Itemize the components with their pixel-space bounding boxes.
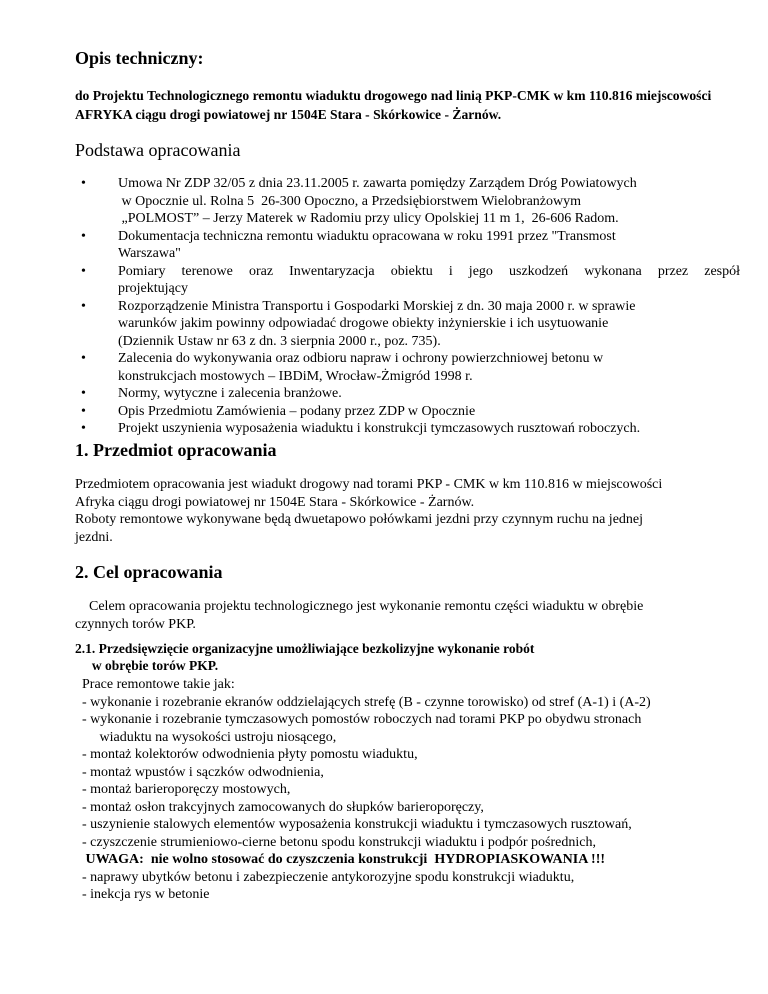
list-item: - inekcja rys w betonie [75,887,210,902]
section21-body [75,676,651,904]
list-item: - uszynienie stalowych elementów wyposażenia konstrukcji wiaduktu i tymczasowych rusztowań, [75,817,632,832]
paragraph-line: Roboty remontowe wykonywane będą dwuetapowo połówkami jezdni przy czynnym ruchu na jednej [75,512,644,527]
section2-body [75,598,643,633]
bullet-icon: • [81,403,86,419]
list-item: - czyszczenie strumieniowo-cierne betonu spodu konstrukcji wiaduktu i podpór pośrednich, [75,834,596,850]
list-item: - wykonanie i rozebranie tymczasowych pomostów roboczych nad torami PKP po obydwu stronach [75,712,642,727]
paragraph-line: Afryka ciągu drogi powiatowej nr 1504E Stara - Skórkowice - Żarnów. [75,494,475,510]
list-item: - naprawy ubytków betonu i zabezpieczenie antykorozyjne spodu konstrukcji wiaduktu, [75,869,575,885]
list-item: • Umowa Nr ZDP 32/05 z dnia 23.11.2005 r. zawarta pomiędzy Zarządem Dróg Powiatowych w Opocznie ul. Rolna 5 26-300 Opoczno, a Przedsiębiorstwem Wielobranżowym „POLMOST” – Jerzy Materek w Radomiu przy ulicy Opolskiej 11 m 1, 26-606 Radom. [81,176,637,226]
bullet-icon: • [81,421,86,436]
list-item: - wykonanie i rozebranie ekranów oddzielających strefę (B - czynne torowisko) od stref (A-1) i (A-2) [75,694,651,710]
paragraph-line: Prace remontowe takie jak: [75,677,235,692]
podstawa-list [75,175,740,438]
paragraph-line: Celem opracowania projektu technologicznego jest wykonanie remontu części wiaduktu w obrębie [75,599,644,614]
list-item: • Rozporządzenie Ministra Transportu i Gospodarki Morskiej z dn. 30 maja 2000 r. w sprawie warunków jakim powinny odpowiadać drogowe obiekty inżynierskie i ich usytuowanie (Dziennik Ustaw nr 63 z dn. 3 sierpnia 2000 r., poz. 735). [81,298,636,349]
list-item: - montaż kolektorów odwodnienia płyty pomostu wiaduktu, [75,747,418,762]
bullet-icon: • [81,298,86,314]
bullet-icon: • [81,263,86,279]
podstawa-heading: Podstawa opracowania [75,140,241,160]
bullet-icon: • [81,228,86,244]
bullet-icon: • [81,176,86,191]
section1-body [75,476,662,546]
section21-heading: 2.1. Przedsięwzięcie organizacyjne umożliwiające bezkolizyjne wykonanie robót w obrębie torów PKP. [75,641,535,673]
warning-note: UWAGA: nie wolno stosować do czyszczenia konstrukcji HYDROPIASKOWANIA !!! [75,852,606,867]
list-item: wiaduktu na wysokości ustroju niosącego, [75,729,337,745]
list-item: • Opis Przedmiotu Zamówienia – podany przez ZDP w Opocznie [81,403,476,419]
paragraph-line: Przedmiotem opracowania jest wiadukt drogowy nad torami PKP - CMK w km 110.816 w miejscowości [75,477,663,492]
document-title: Opis techniczny: [75,48,204,68]
list-item: - montaż wpustów i sączków odwodnienia, [75,764,324,780]
list-item: - montaż barieroporęczy mostowych, [75,782,291,797]
list-item: • Projekt uszynienia wyposażenia wiaduktu i konstrukcji tymczasowych rusztowań roboczych. [81,421,641,436]
list-item: • Zalecenia do wykonywania oraz odbioru napraw i ochrony powierzchniowej betonu w konstrukcjach mostowych – IBDiM, Wrocław-Żmigród 1998 r. [81,351,604,384]
list-item: • Dokumentacja techniczna remontu wiaduktu opracowana w roku 1991 przez "Transmost Warszawa" [81,228,616,261]
bullet-icon: • [81,351,86,366]
paragraph-line: jezdni. [75,529,113,545]
list-item: • Pomiary terenowe oraz Inwentaryzacja obiektu i jego uszkodzeń wykonana przez zespół projektujący [81,263,740,296]
paragraph-line: czynnych torów PKP. [75,616,196,632]
bullet-icon: • [81,386,86,401]
list-item: • Normy, wytyczne i zalecenia branżowe. [81,386,342,401]
document-subtitle: do Projektu Technologicznego remontu wiaduktu drogowego nad linią PKP-CMK w km 110.816 miejscowości AFRYKA ciągu drogi powiatowej nr 1504E Stara - Skórkowice - Żarnów. [75,88,712,122]
section1-heading: 1. Przedmiot opracowania [75,440,277,460]
section2-heading: 2. Cel opracowania [75,562,223,582]
list-item: - montaż osłon trakcyjnych zamocowanych do słupków barieroporęczy, [75,799,484,815]
